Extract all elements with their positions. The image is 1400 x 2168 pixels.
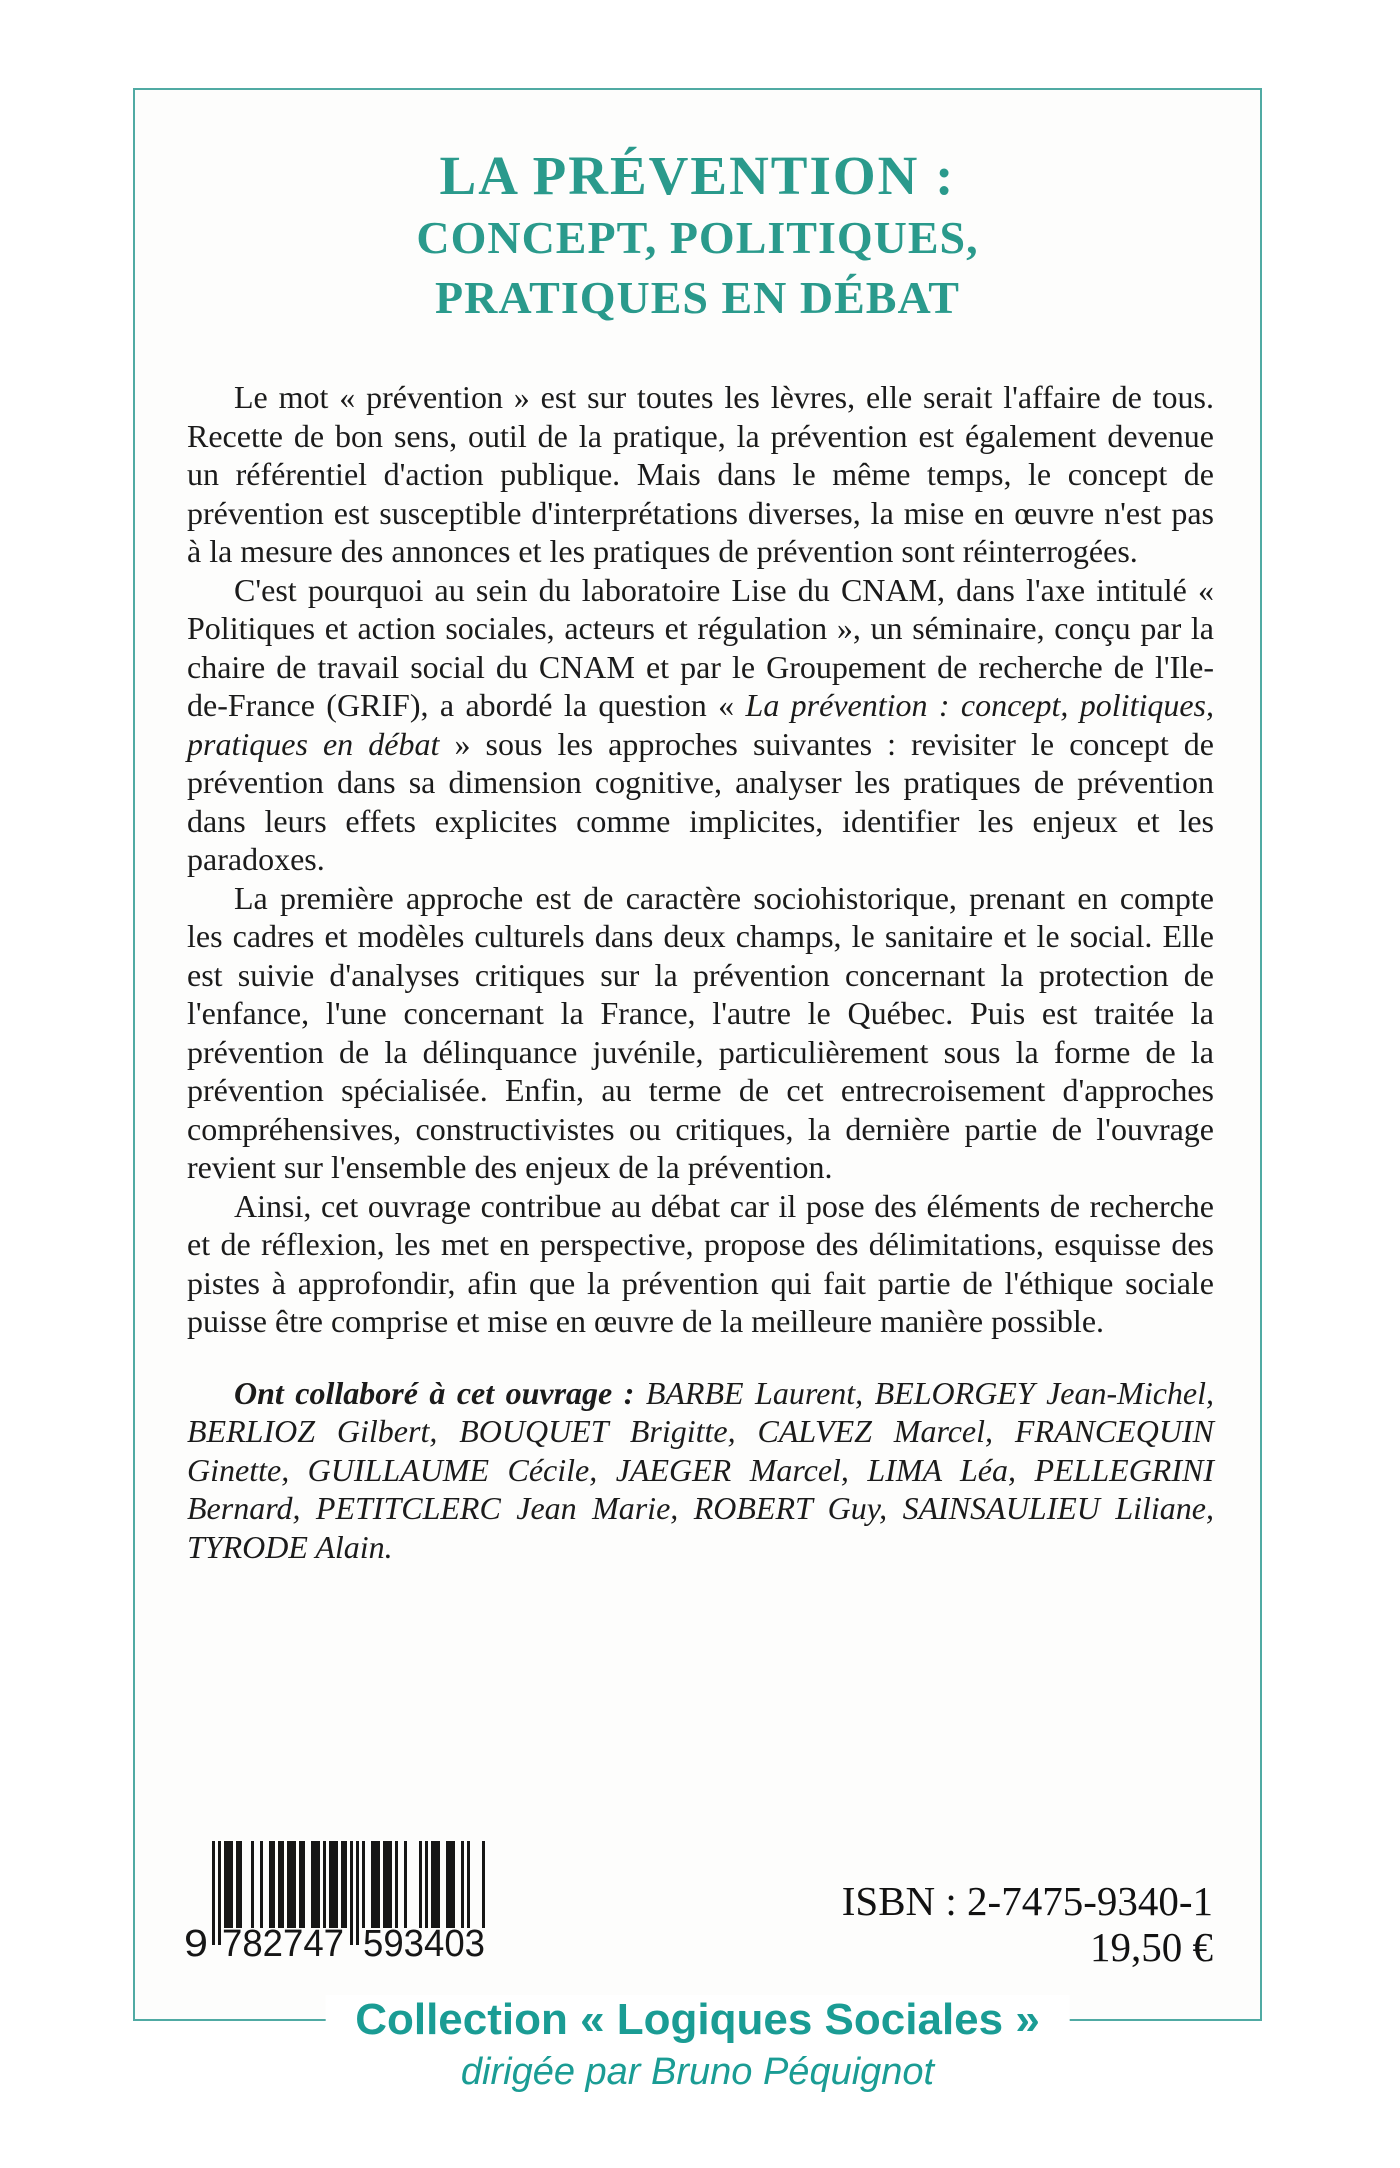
- isbn-number: ISBN : 2-7475-9340-1: [841, 1878, 1213, 1924]
- cover-frame: [133, 88, 1262, 2093]
- paragraph-3: La première approche est de caractère sociohistorique, prenant en compte les cadres et modèles culturels dans deux champs, le sanitaire et le social. Elle est suivie d'analyses critiques sur la prévention concernant la protection de l'enfance, l'une concernant la France, l'autre le Québec. Puis est traitée la prévention de la délinquance juvénile, particulièrement sous la forme de la prévention spécialisée. Enfin, au terme de cet entrecroisement d'approches compréhensives, constructivistes ou critiques, la dernière partie de l'ouvrage revient sur l'ensemble des enjeux de la prévention.: [187, 879, 1214, 1185]
- book-title: LA PRÉVENTION :: [439, 145, 956, 206]
- contributors-list: Ont collaboré à cet ouvrage : BARBE Laurent, BELORGEY Jean-Michel, BERLIOZ Gilbert, BOUQUET Brigitte, CALVEZ Marcel, FRANCEQUIN Ginette, GUILLAUME Cécile, JAEGER Marcel, LIMA Léa, PELLEGRINI Bernard, PETITCLERC Jean Marie, ROBERT Guy, SAINSAULIEU Liliane, TYRODE Alain.: [187, 1374, 1215, 1565]
- collection-banner: [325, 1995, 1070, 2094]
- isbn-price-block: [842, 1878, 1213, 1970]
- price: 19,50 €: [1090, 1924, 1213, 1970]
- book-subtitle-line1: CONCEPT, POLITIQUES,: [416, 212, 979, 263]
- paragraph-1: Le mot « prévention » est sur toutes les lèvres, elle serait l'affaire de tous. Recette de bon sens, outil de la pratique, la prévention est également devenue un référentiel d'action publique. Mais dans le même temps, le concept de prévention est susceptible d'interprétations diverses, la mise en œuvre n'est pas à la mesure des annonces et les pratiques de prévention sont réinterrogées.: [187, 379, 1214, 569]
- back-cover-text: [187, 378, 1214, 1566]
- title-block: [135, 144, 1260, 328]
- ean13-barcode: [182, 1841, 498, 1959]
- paragraph-2: C'est pourquoi au sein du laboratoire Lise du CNAM, dans l'axe intitulé « Politiques et action sociales, acteurs et régulation », un séminaire, conçu par la chaire de travail social du CNAM et par le Groupement de recherche de l'Ile-de-France (GRIF), a abordé la question « La prévention : concept, politiques, pratiques en débat » sous les approches suivantes : revisiter le concept de prévention dans sa dimension cognitive, analyser les pratiques de prévention dans leurs effets explicites comme implicites, identifier les enjeux et les paradoxes.: [187, 571, 1215, 877]
- svg-text:782747: 782747: [222, 1923, 344, 1959]
- book-subtitle-line2: PRATIQUES EN DÉBAT: [435, 272, 960, 323]
- collection-director: dirigée par Bruno Péquignot: [460, 2051, 935, 2093]
- svg-text:9: 9: [184, 1923, 208, 1959]
- svg-text:593403: 593403: [363, 1923, 485, 1959]
- collection-name: Collection « Logiques Sociales »: [355, 1995, 1040, 2044]
- paragraph-4: Ainsi, cet ouvrage contribue au débat car il pose des éléments de recherche et de réflexion, les met en perspective, propose des délimitations, esquisse des pistes à approfondir, afin que la prévention qui fait partie de l'éthique sociale puisse être comprise et mise en œuvre de la meilleure manière possible.: [187, 1187, 1214, 1339]
